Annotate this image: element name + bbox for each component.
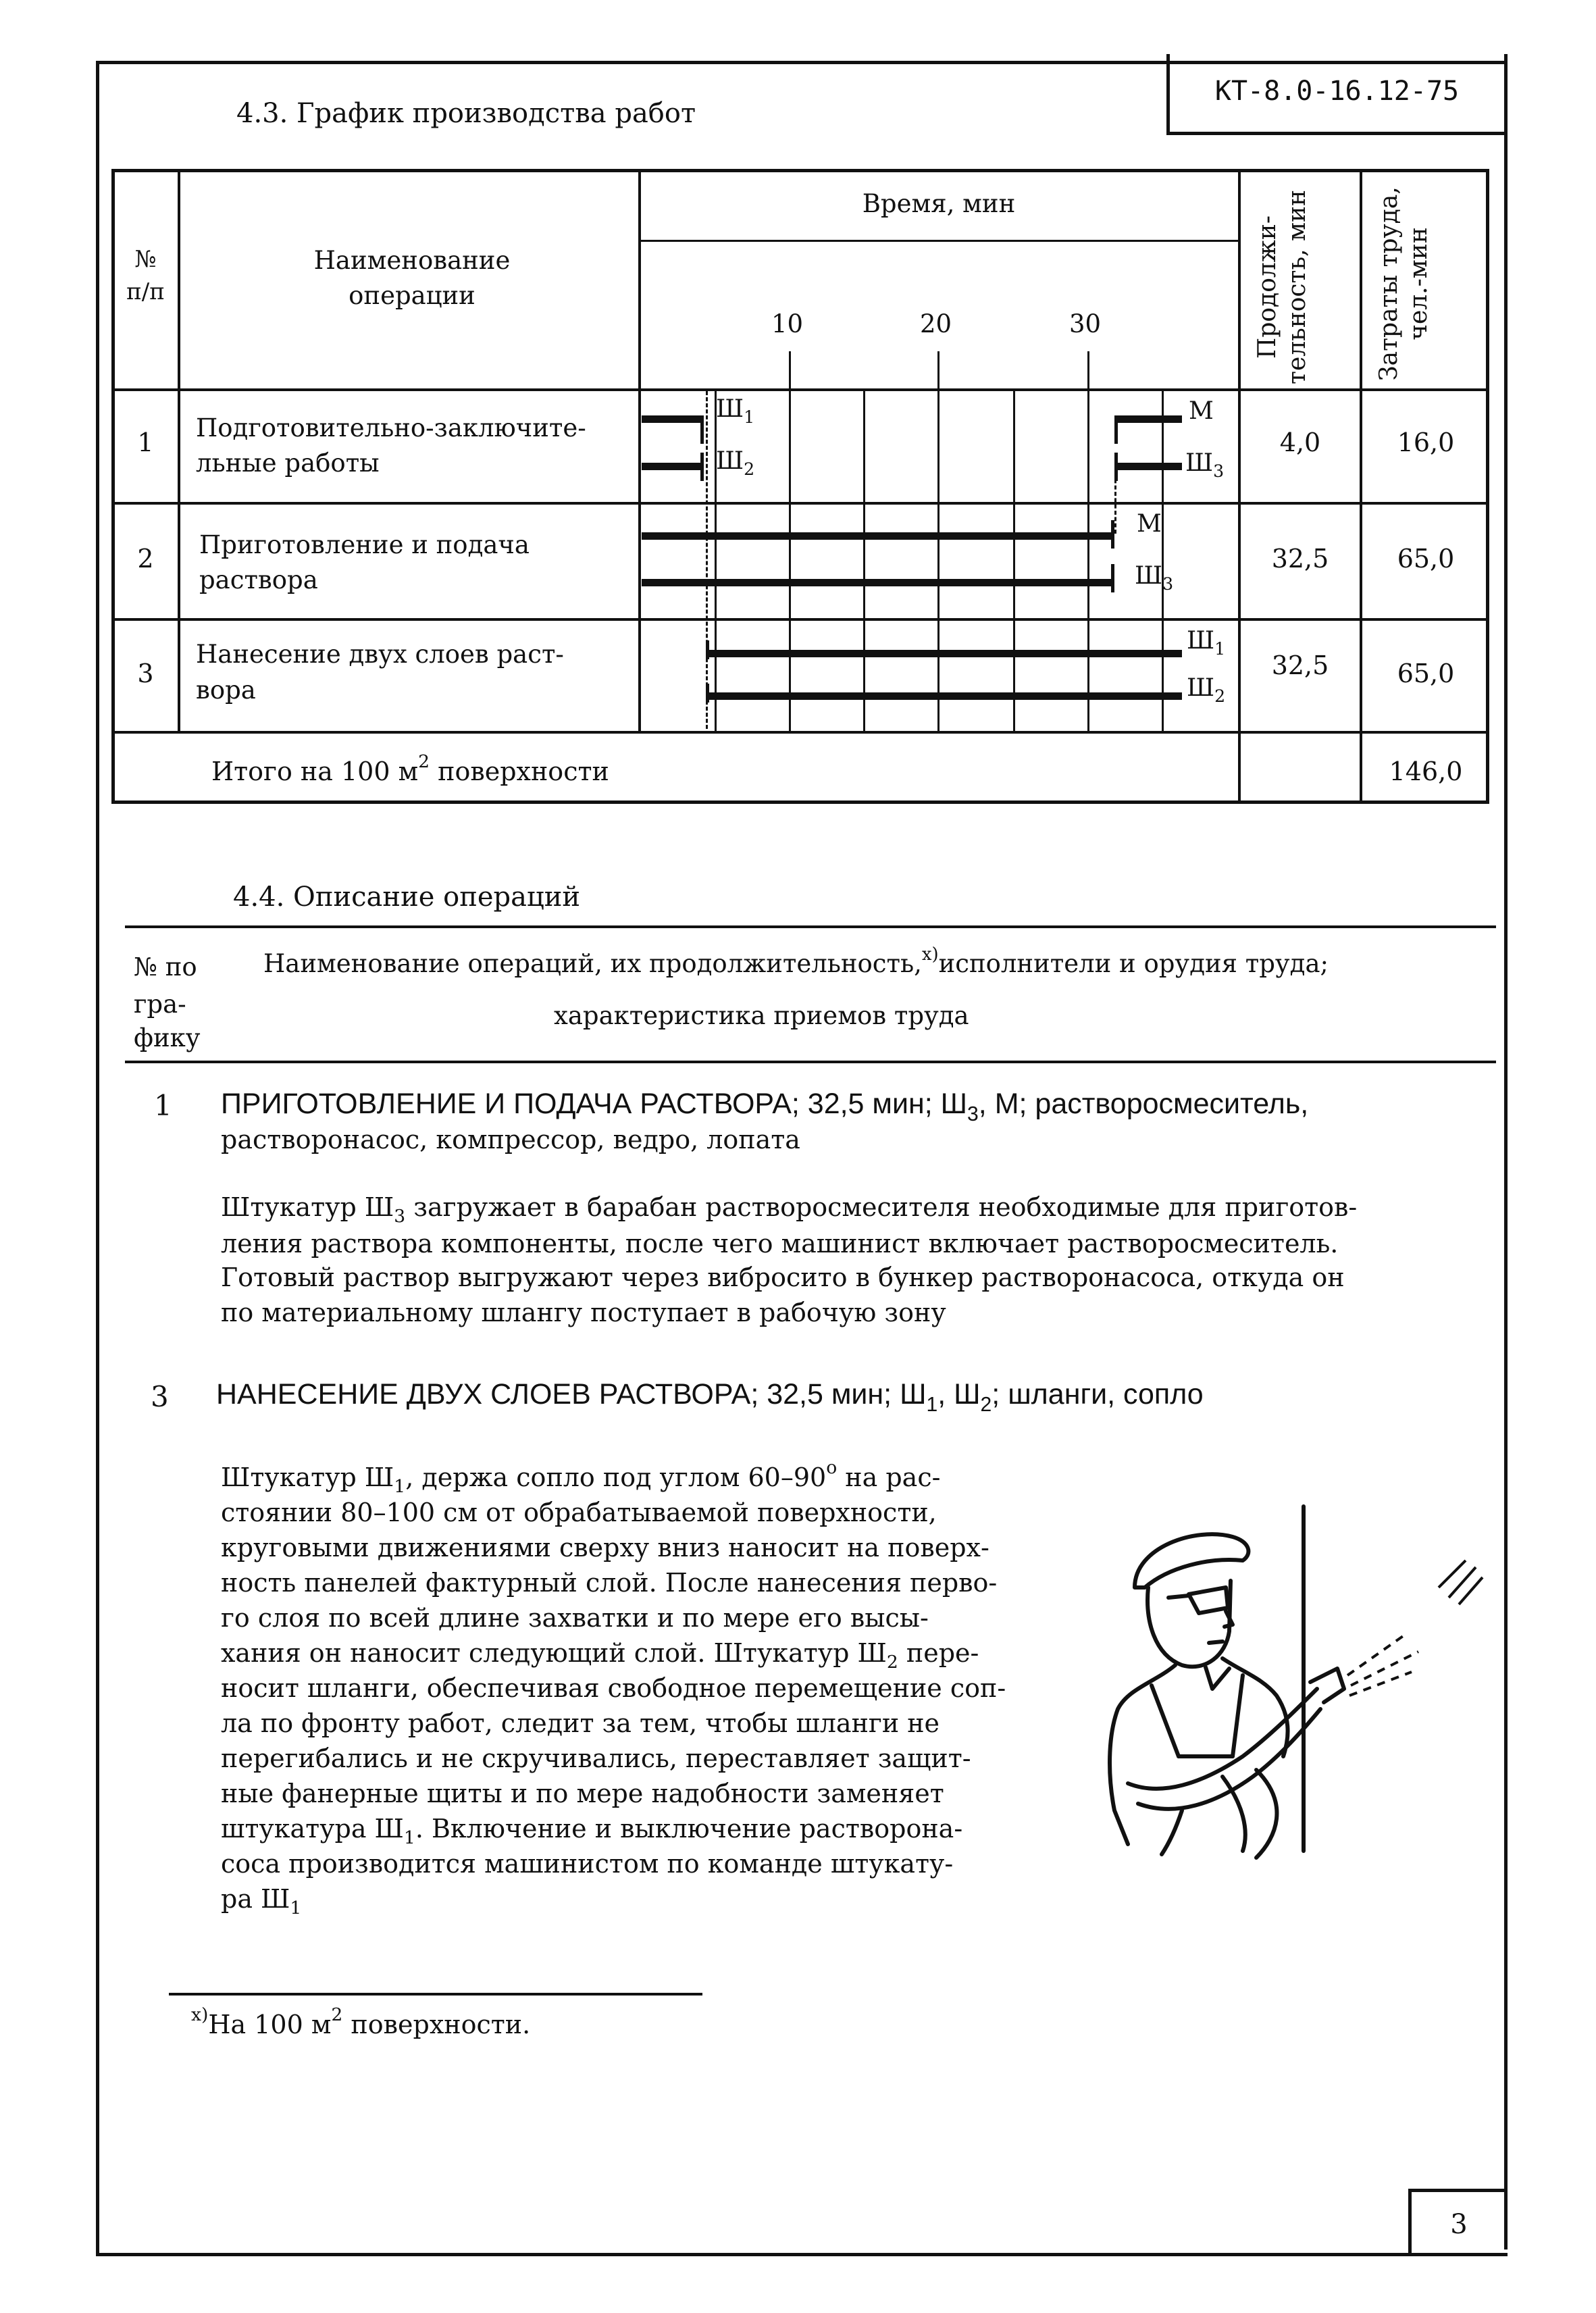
total-label-post: поверхности bbox=[430, 757, 609, 786]
label-text: Ш bbox=[1185, 449, 1214, 477]
op3-l1-sup: o bbox=[826, 1457, 838, 1479]
op3-l11-sub: 1 bbox=[403, 1827, 415, 1849]
op3-para-l8: ла по фронту работ, следит за тем, чтобы шланги не bbox=[221, 1708, 940, 1738]
total-value: 146,0 bbox=[1389, 757, 1463, 786]
row-1-name-l1: Подготовительно-заключите- bbox=[196, 413, 586, 442]
op3-l1-sub: 1 bbox=[394, 1476, 406, 1498]
row-1-bar-sh1 bbox=[642, 415, 704, 423]
tick-20: 20 bbox=[920, 309, 952, 338]
op3-para-l7: носит шланги, обеспечивая свободное перемещение соп- bbox=[221, 1673, 1006, 1703]
row-2-label-sh3 bbox=[1135, 562, 1174, 594]
op3-l6-pre: хания он наносит следующий слой. Штукатур Ш bbox=[221, 1638, 887, 1668]
row-1-bar-m bbox=[1114, 415, 1182, 423]
row-2-label-m: М bbox=[1137, 510, 1162, 538]
row-1-label-sh2 bbox=[716, 447, 755, 479]
row-3-duration: 32,5 bbox=[1271, 651, 1329, 680]
op3-l6-post: пере- bbox=[898, 1638, 979, 1668]
op3-para-l4: ность панелей фактурный слой. После нанесения перво- bbox=[221, 1568, 998, 1598]
row-3-name-l2: вора bbox=[196, 676, 256, 705]
table-hline bbox=[111, 731, 1489, 734]
row-3-num: 3 bbox=[137, 659, 154, 688]
op1-title bbox=[221, 1088, 1309, 1125]
row-3-bar-sh1 bbox=[706, 650, 1182, 657]
op1-p1-post: загружает в барабан растворосмесителя необходимые для приготов- bbox=[405, 1192, 1358, 1222]
row-2-duration: 32,5 bbox=[1271, 544, 1329, 574]
op3-para-l1 bbox=[221, 1459, 940, 1499]
row-3-labor: 65,0 bbox=[1397, 659, 1455, 688]
header-op-name bbox=[203, 243, 621, 313]
footnote-post: поверхности. bbox=[342, 2010, 531, 2039]
tick-10: 10 bbox=[771, 309, 804, 338]
row-1-bar-sh2 bbox=[642, 463, 704, 470]
time-grid-line bbox=[1013, 388, 1015, 733]
op1-para-l1 bbox=[221, 1189, 1357, 1229]
page-number: 3 bbox=[1450, 2209, 1468, 2240]
ops-col2-sup: x) bbox=[921, 944, 939, 965]
op3-l1-mid: , держа сопло под углом 60–90 bbox=[405, 1463, 827, 1492]
time-grid-line bbox=[863, 388, 865, 733]
row-1-labor: 16,0 bbox=[1397, 428, 1455, 457]
footnote-rule bbox=[169, 1993, 702, 1996]
op3-para-l6 bbox=[221, 1635, 979, 1675]
row-2-bar-m bbox=[642, 532, 1114, 540]
header-num-text: № п/п bbox=[126, 246, 165, 305]
op1-para-l4: по материальному шлангу поступает в рабочую зону bbox=[221, 1298, 946, 1327]
page-number-box bbox=[1408, 2189, 1506, 2256]
label-text: Ш bbox=[716, 395, 744, 423]
row-1-label-m: М bbox=[1189, 397, 1214, 425]
table-vline bbox=[1238, 169, 1241, 804]
op3-para-l12: соса производится машинистом по команде штукату- bbox=[221, 1849, 954, 1879]
label-text: Ш bbox=[1187, 674, 1215, 702]
op1-para-l2: ления раствора компоненты, после чего машинист включает растворосмеситель. bbox=[221, 1229, 1339, 1259]
row-3-bar-sh2 bbox=[706, 692, 1182, 700]
op1-title-l2: растворонасос, компрессор, ведро, лопата bbox=[221, 1125, 800, 1154]
op3-l1-post: на рас- bbox=[837, 1463, 941, 1492]
label-sub: 2 bbox=[1214, 686, 1226, 706]
row-2-name-l1: Приготовление и подача bbox=[199, 530, 530, 559]
header-labor: Затраты труда, чел.-мин bbox=[1375, 186, 1433, 381]
header-duration: Продолжи-тельность, мин bbox=[1254, 190, 1311, 384]
time-grid-line bbox=[1162, 388, 1164, 733]
label-text: Ш bbox=[716, 447, 744, 475]
frame-left bbox=[96, 61, 99, 2256]
row-1-name-l2: льные работы bbox=[196, 449, 380, 478]
table-hline bbox=[111, 618, 1489, 621]
op3-title-post: ; шланги, сопло bbox=[992, 1378, 1204, 1410]
op3-title-sub2: 2 bbox=[980, 1393, 992, 1416]
section-title-ops: 4.4. Описание операций bbox=[233, 882, 581, 913]
op3-l11-post: . Включение и выключение растворона- bbox=[415, 1814, 963, 1844]
dashed-connector bbox=[706, 391, 708, 729]
ops-col1-l1: № по bbox=[134, 952, 197, 982]
row-2-name-l2: раствора bbox=[199, 565, 318, 594]
total-label-sup: 2 bbox=[418, 751, 430, 773]
op1-title-pre: ПРИГОТОВЛЕНИЕ И ПОДАЧА РАСТВОРА; 32,5 мин; Ш bbox=[221, 1088, 968, 1120]
op3-l6-sub: 2 bbox=[886, 1652, 898, 1673]
op3-title-sub1: 1 bbox=[926, 1393, 938, 1416]
row-2-labor: 65,0 bbox=[1397, 544, 1455, 574]
time-grid-line bbox=[937, 351, 939, 733]
ops-col2-pre: Наименование операций, их продолжительность, bbox=[263, 949, 922, 978]
row-1-bar-sh1-end bbox=[700, 415, 704, 444]
op3-l1-pre: Штукатур Ш bbox=[221, 1463, 394, 1492]
label-sub: 2 bbox=[744, 459, 755, 479]
row-3-label-sh1 bbox=[1187, 627, 1226, 659]
op1-title-sub: 3 bbox=[967, 1102, 979, 1125]
row-1-label-sh1 bbox=[716, 395, 755, 427]
ops-col2-post: исполнители и орудия труда; bbox=[938, 949, 1329, 978]
row-1-bar-m-start bbox=[1114, 415, 1118, 444]
op1-p1-pre: Штукатур Ш bbox=[221, 1192, 394, 1222]
op3-para-l13 bbox=[221, 1881, 301, 1921]
label-sub: 3 bbox=[1162, 574, 1174, 594]
label-sub: 1 bbox=[744, 407, 755, 427]
table-vline bbox=[1360, 169, 1362, 804]
op3-para-l2: стоянии 80–100 см от обрабатываемой поверхности, bbox=[221, 1498, 937, 1527]
ops-header-bottom-line bbox=[125, 1061, 1496, 1063]
plasterer-illustration bbox=[1087, 1486, 1493, 1864]
row-3-name-l1: Нанесение двух слоев раст- bbox=[196, 640, 564, 669]
op1-title-post: , М; растворосмеситель, bbox=[978, 1088, 1309, 1120]
table-vline bbox=[638, 169, 641, 733]
row-3-bar-sh1-start bbox=[706, 640, 709, 659]
op3-para-l5: го слоя по всей длине захватки и по мере его высы- bbox=[221, 1603, 929, 1633]
frame-right bbox=[1504, 54, 1508, 2250]
row-2-num: 2 bbox=[137, 544, 154, 574]
dashed-connector bbox=[1114, 473, 1116, 534]
label-text: Ш bbox=[1187, 627, 1215, 655]
op3-title-mid: , Ш bbox=[937, 1378, 981, 1410]
table-hline bbox=[638, 240, 1239, 242]
total-label-pre: Итого на 100 м bbox=[211, 757, 419, 786]
op1-para-l3: Готовый раствор выгружают через вибросито в бункер растворонасоса, откуда он bbox=[221, 1263, 1345, 1292]
footnote bbox=[191, 2004, 531, 2039]
footnote-pre: На 100 м bbox=[208, 2010, 332, 2039]
ops-col2-l1 bbox=[263, 944, 1329, 978]
label-sub: 1 bbox=[1214, 638, 1226, 659]
op1-p1-sub: 3 bbox=[394, 1206, 406, 1227]
tick-30: 30 bbox=[1069, 309, 1102, 338]
header-op-name-text: Наименование операции bbox=[313, 246, 511, 310]
time-grid-line bbox=[789, 351, 791, 733]
op3-l11-pre: штукатура Ш bbox=[221, 1814, 404, 1844]
row-1-num: 1 bbox=[137, 428, 154, 457]
op3-title bbox=[216, 1378, 1204, 1416]
ops-col2-l2: характеристика приемов труда bbox=[554, 1001, 969, 1030]
table-vline bbox=[178, 169, 180, 733]
op3-title-pre: НАНЕСЕНИЕ ДВУХ СЛОЕВ РАСТВОРА; 32,5 мин; Ш bbox=[216, 1378, 927, 1410]
table-hline bbox=[111, 502, 1489, 505]
row-1-label-sh3 bbox=[1185, 449, 1225, 481]
op3-num: 3 bbox=[151, 1380, 169, 1413]
op3-para-l10: ные фанерные щиты и по мере надобности заменяет bbox=[221, 1779, 944, 1808]
row-1-bar-sh3 bbox=[1114, 463, 1182, 470]
total-label bbox=[211, 751, 609, 786]
doc-code: КТ-8.0-16.12-75 bbox=[1214, 76, 1460, 107]
header-time: Время, мин bbox=[862, 189, 1016, 218]
row-3-label-sh2 bbox=[1187, 674, 1226, 706]
ops-col1-l2: гра- bbox=[134, 990, 186, 1019]
op3-l13-sub: 1 bbox=[290, 1898, 302, 1919]
time-grid-line bbox=[715, 388, 717, 733]
label-sub: 3 bbox=[1213, 461, 1225, 481]
label-text: Ш bbox=[1135, 562, 1163, 590]
ops-header-top-line bbox=[125, 925, 1496, 928]
time-grid-line bbox=[1087, 351, 1089, 733]
op3-para-l11 bbox=[221, 1810, 962, 1850]
op3-l13-pre: ра Ш bbox=[221, 1884, 290, 1914]
op3-para-l9: перегибались и не скручивались, переставляет защит- bbox=[221, 1744, 971, 1773]
footnote-mark: x) bbox=[191, 2004, 209, 2026]
op1-num: 1 bbox=[154, 1089, 172, 1122]
header-num bbox=[113, 243, 178, 308]
frame-bottom bbox=[96, 2253, 1508, 2256]
row-2-bar-sh3-end bbox=[1111, 564, 1114, 592]
row-2-bar-sh3 bbox=[642, 579, 1114, 586]
row-1-duration: 4,0 bbox=[1279, 428, 1321, 457]
row-3-bar-sh2-start bbox=[706, 684, 709, 703]
op3-para-l3: круговыми движениями сверху вниз наносит на поверх- bbox=[221, 1533, 989, 1562]
doc-code-box bbox=[1166, 54, 1504, 135]
footnote-sup: 2 bbox=[331, 2004, 343, 2026]
section-title-schedule: 4.3. График производства работ bbox=[236, 98, 696, 129]
ops-col1-l3: фику bbox=[134, 1023, 201, 1052]
row-1-bar-sh2-end bbox=[700, 453, 704, 481]
